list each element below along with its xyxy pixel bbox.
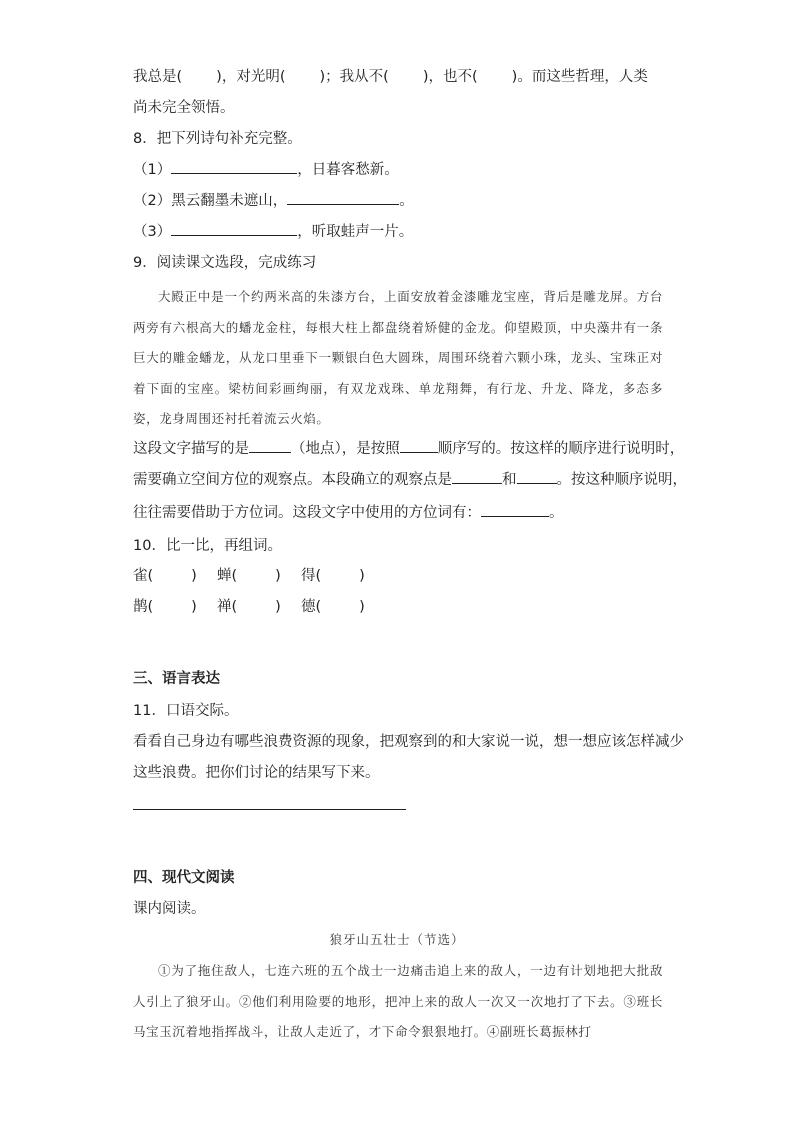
text-line: 尚未完全领悟。	[133, 100, 235, 116]
q10-row-2	[133, 596, 385, 618]
passage-paragraph: ①为了拖住敌人，七连六班的五个战士一边痛击追上来的敌人，一边有计划地把大批敌人引上了狼牙山。②他们利用险要的地形，把冲上来的敌人一次又一次地打了下去。③班长马宝玉沉着地指挥战斗，让敌人走近了，才下命令狠狠地打。④副班长葛振林打	[133, 963, 663, 1039]
q8-item-3	[133, 221, 413, 243]
text-fragment: 我总是(	[133, 69, 183, 85]
q8-item-1	[133, 159, 399, 181]
reading-passage	[133, 956, 663, 1048]
fill-blank[interactable]	[400, 438, 438, 453]
question-text: 和	[502, 472, 517, 488]
item-number: （3）	[133, 224, 172, 240]
word-cell: 雀( )	[133, 568, 197, 584]
question-text: 往往需要借助于方位词。这段文字中使用的方位词有：	[133, 505, 481, 521]
text-fragment: )；我从不(	[319, 69, 389, 85]
question-8-title: 8．把下列诗句补充完整。	[133, 131, 302, 147]
question-text: 需要确立空间方位的观察点。本段确立的观察点是	[133, 472, 452, 488]
fill-blank[interactable]	[171, 159, 297, 174]
word-cell: 鹊( )	[133, 599, 197, 615]
q9-question-line-3	[133, 502, 564, 524]
q11-prompt-line-2: 这些浪费。把你们讨论的结果写下来。	[133, 765, 380, 781]
fill-blank[interactable]	[452, 469, 502, 484]
fill-blank[interactable]	[287, 190, 399, 205]
word-cell: 蝉( )	[217, 568, 281, 584]
answer-line[interactable]	[133, 809, 406, 810]
question-text: （地点），是按照	[291, 441, 400, 457]
section-4-subheading: 课内阅读。	[133, 901, 206, 917]
reading-passage	[133, 282, 663, 435]
text-line-continuation	[133, 66, 648, 88]
question-11-title: 11．口语交际。	[133, 703, 239, 719]
word-cell: 得( )	[301, 568, 365, 584]
q9-question-line-1	[133, 438, 684, 460]
item-number: （1）	[133, 162, 172, 178]
fill-blank[interactable]	[249, 438, 291, 453]
question-text: 。	[549, 505, 564, 521]
question-text: 。按这种顺序说明，	[556, 472, 687, 488]
item-text: ，听取蛙声一片。	[297, 224, 414, 240]
q11-prompt-line-1: 看看自己身边有哪些浪费资源的现象，把观察到的和大家说一说，想一想应该怎样减少	[133, 734, 684, 750]
q8-item-2	[133, 190, 414, 212]
text-fragment: )。而这些哲理，人类	[511, 69, 648, 85]
passage-title: 狼牙山五壮士（节选）	[329, 932, 465, 947]
question-10-title: 10．比一比，再组词。	[133, 538, 282, 554]
passage-paragraph: 大殿正中是一个约两米高的朱漆方台，上面安放着金漆雕龙宝座，背后是雕龙屏。方台两旁有六根高大的蟠龙金柱，每根大柱上都盘绕着矫健的金龙。仰望殿顶，中央藻井有一条巨大的雕金蟠龙，从龙口里垂下一颗银白色大圆珠，周围环绕着六颗小珠，龙头、宝珠正对着下面的宝座。梁枋间彩画绚丽，有双龙戏珠、单龙翔舞，有行龙、升龙、降龙，多态多姿，龙身周围还衬托着流云火焰。	[133, 289, 663, 426]
item-text: （2）黑云翻墨未遮山，	[133, 193, 288, 209]
word-cell: 德( )	[301, 599, 365, 615]
q9-question-line-2	[133, 469, 687, 491]
item-text: 。	[399, 193, 414, 209]
fill-blank[interactable]	[481, 502, 549, 517]
word-cell: 禅( )	[217, 599, 281, 615]
section-3-heading: 三、语言表达	[133, 671, 220, 687]
question-text: 这段文字描写的是	[133, 441, 249, 457]
text-fragment: )，也不(	[422, 69, 478, 85]
item-text: ，日暮客愁新。	[297, 162, 399, 178]
question-text: 顺序写的。按这样的顺序进行说明时，	[437, 441, 685, 457]
q10-row-1	[133, 565, 385, 587]
section-4-heading: 四、现代文阅读	[133, 870, 235, 886]
fill-blank[interactable]	[517, 469, 557, 484]
text-fragment: )，对光明(	[216, 69, 286, 85]
question-9-title: 9．阅读课文选段，完成练习	[133, 255, 317, 271]
fill-blank[interactable]	[171, 221, 297, 236]
